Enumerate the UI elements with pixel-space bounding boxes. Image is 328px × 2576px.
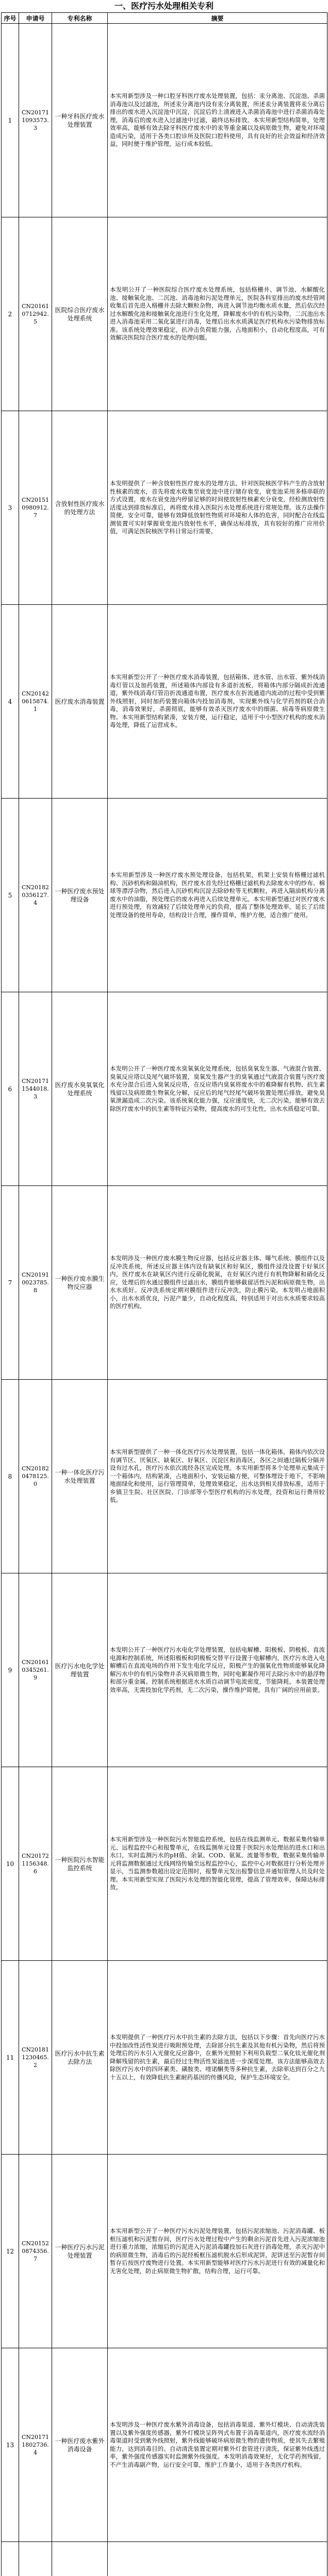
row-name-cell bbox=[52, 2348, 108, 2542]
row-abstract-cell bbox=[108, 799, 327, 992]
page-title: 一、医疗污水处理相关专利 bbox=[114, 1, 214, 11]
row-number-cell bbox=[19, 1767, 52, 1961]
row-name-text: 一种医疗废水预处理设备 bbox=[55, 887, 105, 903]
table-row bbox=[2, 24, 327, 217]
row-abstract-text: 本发明提供了一种含放射性医疗废水的处理方法，针对医院核医学科产生的含放射性核素的废水，首先将废水收集至衰变池中进行储存衰变，衰变池采用多格串联的方式设置，废水在衰变池内停留足够的时间使放射性核素充分衰变，经检测放射性活度达到排放标准后，再将废水排入医院污水处理系统进行常规处理。该方法操作简便，安全可靠，能够有效降低放射性物质对环境和人体的危害，同时配合在线监测装置可实时掌握衰变池内放射性水平，确保达标排放，具有较好的推广应用价值，可满足医院核医学科日常运行需要。 bbox=[110, 480, 325, 535]
table-row bbox=[2, 2542, 327, 2576]
header-name: 专利名称 bbox=[52, 13, 108, 24]
row-number-text: CN201510980912.7 bbox=[21, 497, 50, 519]
row-name-text: 含放射性医疗废水的处理方法 bbox=[55, 500, 105, 516]
row-name-text: 医疗废水消毒装置 bbox=[55, 698, 105, 705]
row-seq-text: 1 bbox=[8, 116, 12, 124]
row-abstract-cell bbox=[108, 1186, 327, 1380]
row-seq-text: 2 bbox=[8, 310, 12, 318]
row-seq-cell bbox=[2, 1961, 19, 2155]
row-number-cell bbox=[19, 2348, 52, 2542]
row-abstract-cell bbox=[108, 2542, 327, 2576]
row-seq-cell bbox=[2, 1573, 19, 1767]
row-abstract-cell bbox=[108, 992, 327, 1186]
table-row bbox=[2, 1380, 327, 1573]
row-abstract-cell bbox=[108, 2155, 327, 2348]
row-number-cell bbox=[19, 217, 52, 411]
row-name-text: 一种医疗废水紫外消毒设备 bbox=[55, 2437, 105, 2453]
table-row bbox=[2, 2155, 327, 2348]
row-name-cell bbox=[52, 992, 108, 1186]
row-abstract-text: 本发明公开了一种医疗废水臭氧氧化处理系统，包括臭氧发生器、气液混合装置、臭氧反应塔以及尾气破坏装置，臭氧发生器产生的臭氧通过气液混合装置与医疗废水充分混合后进入臭氧反应塔，在反应塔内臭氧将废水中的难降解有机物、抗生素残留以及病原微生物氧化分解，反应后的尾气经尾气破坏装置处理后排放，避免臭氧泄漏造成二次污染。该系统氧化能力强，反应速度快，无二次污染，能够有效去除医疗废水中的抗生素等特征污染物，提高废水的可生化性，出水水质稳定可靠。 bbox=[110, 1065, 325, 1112]
row-name-cell bbox=[52, 217, 108, 411]
row-name-cell bbox=[52, 2155, 108, 2348]
row-name-cell bbox=[52, 1186, 108, 1380]
row-name-text: 一种一体化医疗污水处理装置 bbox=[55, 1468, 105, 1484]
row-seq-cell bbox=[2, 1380, 19, 1573]
row-name-cell bbox=[52, 799, 108, 992]
row-number-cell bbox=[19, 1186, 52, 1380]
row-seq-cell bbox=[2, 992, 19, 1186]
row-seq-text: 9 bbox=[8, 1666, 12, 1674]
row-name-cell bbox=[52, 411, 108, 605]
row-abstract-text: 本发明提供了一种医疗污水中抗生素的去除方法，包括以下步骤：首先向医疗污水中投加改性活性炭进行吸附预处理，去除部分抗生素及其他有机污染物，然后将预处理后的污水引入光催化反应器中，在紫外光照射下利用负载型二氧化钛光催化剂降解残留的抗生素，最后经过生物活性炭滤池进一步深度处理。该方法能够高效去除医疗污水中的四环素类、磺胺类、喹诺酮类等多种抗生素，去除率达到百分之九十五以上，有效降低抗生素耐药基因的传播风险，保护生态环境安全。 bbox=[110, 2033, 325, 2081]
row-abstract-text: 本实用新型公开了一种医疗污水污泥处理装置，包括污泥浓缩池、污泥消毒罐、板框压滤机和污泥暂存间，医疗污水处理过程中产生的剩余污泥首先进入污泥浓缩池进行重力浓缩，浓缩后的污泥进入污泥消毒罐投加石灰进行消毒处理，杀灭污泥中的病原微生物，消毒后的污泥经板框压滤机脱水后形成泥饼，泥饼送至污泥暂存间暂存后按医疗废物进行处置。本实用新型能够对医疗污水污泥进行有效的减量化和无害化处理，防止病原微生物扩散，结构合理，运行可靠。 bbox=[110, 2227, 325, 2275]
row-number-text: CN201610712942.5 bbox=[21, 303, 50, 325]
row-name-text: 一种医疗废水膜生物反应器 bbox=[55, 1275, 105, 1291]
header-number: 申请号 bbox=[19, 13, 52, 24]
row-abstract-text: 本发明涉及一种医疗废水紫外消毒设备，包括消毒渠道、紫外灯模块、自动清洗装置以及紫外强度传感器，紫外灯模块呈阵列式布置于消毒渠道内，医疗废水流经消毒渠道时受到紫外线照射，紫外线能够破坏病原微生物的遗传物质，使其失去繁殖能力，达到消毒目的。自动清洗装置定期对紫外灯套管进行清洗，保证紫外线透过率，紫外强度传感器实时监测紫外线强度。本发明消毒效果好，无化学药剂残留，不产生消毒副产物，运行安全可靠，维护工作量小，适用于各类医疗机构。 bbox=[110, 2421, 325, 2468]
row-name-text: 医疗污水中抗生素去除方法 bbox=[55, 2049, 105, 2065]
table-header-row bbox=[2, 13, 327, 24]
row-name-cell bbox=[52, 1961, 108, 2155]
row-number-text: CN201820356127.4 bbox=[21, 884, 50, 906]
row-seq-cell bbox=[2, 1767, 19, 1961]
row-name-text: 医疗废水臭氧氧化处理系统 bbox=[55, 1081, 105, 1097]
table-row bbox=[2, 1573, 327, 1767]
row-number-cell bbox=[19, 799, 52, 992]
row-seq-cell bbox=[2, 799, 19, 992]
table-row bbox=[2, 799, 327, 992]
row-number-cell bbox=[19, 1573, 52, 1767]
row-number-text: CN201811230465.2 bbox=[21, 2046, 50, 2069]
row-abstract-text: 本实用新型涉及一种口腔牙科医疗废水处理装置，包括：汞分离池、沉淀池、杀菌消毒池以及过滤池，所述汞分离池内设有汞分离装置，所述汞分离装置将汞分离后排出的废水进入沉淀池中沉淀，沉淀后的上清液进入杀菌消毒池中进行杀菌消毒处理，消毒后的废水进入过滤池中过滤，最终达标排放。本实用新型结构简单，处理效率高，能够有效去除牙科医疗废水中的汞等重金属以及病原微生物，避免对环境造成污染，适用于各类口腔诊所及医院口腔科使用，具有良好的社会效益和经济效益，同时便于维护管理，运行成本较低。 bbox=[110, 92, 325, 148]
row-abstract-cell bbox=[108, 411, 327, 605]
row-number-text: CN201711802736.4 bbox=[21, 2434, 50, 2456]
row-number-text: CN201721156348.6 bbox=[21, 1853, 50, 1875]
row-name-cell bbox=[52, 605, 108, 799]
row-seq-cell bbox=[2, 217, 19, 411]
row-number-text: CN201420615874.1 bbox=[21, 690, 50, 713]
header-abstract: 摘要 bbox=[108, 13, 327, 24]
row-name-text: 一种医院污水智能监控系统 bbox=[55, 1856, 105, 1872]
row-number-cell bbox=[19, 24, 52, 217]
table-row bbox=[2, 2348, 327, 2542]
row-name-text: 医疗污水电化学处理装置 bbox=[55, 1662, 105, 1678]
table-row bbox=[2, 992, 327, 1186]
row-seq-text: 7 bbox=[8, 1279, 12, 1286]
row-number-text: CN201520874356.7 bbox=[21, 2240, 50, 2262]
row-seq-text: 5 bbox=[8, 891, 12, 899]
row-seq-cell bbox=[2, 2348, 19, 2542]
row-abstract-cell bbox=[108, 2348, 327, 2542]
row-abstract-cell bbox=[108, 1380, 327, 1573]
row-seq-text: 12 bbox=[6, 2247, 14, 2255]
row-seq-cell bbox=[2, 2542, 19, 2576]
row-seq-text: 13 bbox=[6, 2441, 14, 2449]
row-seq-cell bbox=[2, 2155, 19, 2348]
row-abstract-text: 本实用新型提供了一种一体化医疗污水处理装置，包括一体化箱体，箱体内依次设有调节区、厌氧区、缺氧区、好氧区、沉淀区和消毒区，各区之间通过隔板分隔并设有过水孔，医疗污水依次流经各区完成处理。本实用新型将多个处理单元集成于一个箱体内，结构紧凑，占地面积小，安装运输方便，可整体埋设于地下，不影响地面绿化和使用，运行管理简单，处理效果稳定，出水达到相关排放标准，适用于乡镇卫生院、社区医院、门诊部等小型医疗机构的污水处理，投资和运行费用较低。 bbox=[110, 1448, 325, 1504]
header-seq: 序号 bbox=[2, 13, 19, 24]
row-name-text: 一种医疗污水污泥处理装置 bbox=[55, 2243, 105, 2259]
row-seq-text: 3 bbox=[8, 504, 12, 512]
row-abstract-cell bbox=[108, 605, 327, 799]
row-name-cell bbox=[52, 1767, 108, 1961]
row-number-text: CN201711093573.3 bbox=[21, 109, 50, 131]
row-seq-text: 6 bbox=[8, 1085, 12, 1093]
row-abstract-cell bbox=[108, 24, 327, 217]
table-row bbox=[2, 1767, 327, 1961]
row-seq-cell bbox=[2, 605, 19, 799]
row-abstract-text: 本发明公开了一种医院综合医疗废水处理系统，包括格栅井、调节池、水解酸化池、接触氧化池、二沉池、消毒池和污泥处理单元，医院各科室排出的废水经管网收集后首先进入格栅井去除大颗粒杂物，再进入调节池均衡水质水量，然后依次经过水解酸化池和接触氧化池进行生化处理，降解废水中的有机污染物，二沉池出水进入消毒池采用二氧化氯进行消毒，处理后出水水质满足医疗机构水污染物排放标准。该系统处理效果稳定，抗冲击负荷能力强，占地面积小，自动化程度高，可有效解决医院综合医疗废水的处理问题。 bbox=[110, 286, 325, 342]
row-name-text: 一种牙科医疗废水处理装置 bbox=[55, 112, 105, 128]
row-abstract-cell bbox=[108, 1961, 327, 2155]
row-abstract-cell bbox=[108, 217, 327, 411]
row-abstract-cell bbox=[108, 1573, 327, 1767]
row-name-text: 医院综合医疗废水处理系统 bbox=[55, 306, 105, 322]
row-name-cell bbox=[52, 1573, 108, 1767]
row-number-cell bbox=[19, 1961, 52, 2155]
row-seq-text: 8 bbox=[8, 1472, 12, 1480]
row-seq-cell bbox=[2, 1186, 19, 1380]
row-number-cell bbox=[19, 1380, 52, 1573]
row-abstract-text: 本实用新型涉及一种医院污水智能监控系统，包括在线监测单元、数据采集传输单元、远程监控中心和报警单元，在线监测单元设置于医院污水处理站的进水口和出水口，实时监测污水的pH值、余氯、COD、氨氮、流量等参数，数据采集传输单元将监测数据通过无线网络传输至远程监控中心，监控中心对数据进行分析处理并显示，当监测参数超出设定范围时，报警单元发出报警信息并通知管理人员及时处理。本实用新型实现了医院污水处理的智能化管理，提高了管理效率，保障达标排放。 bbox=[110, 1836, 325, 1891]
row-number-text: CN201711544018.3 bbox=[21, 1078, 50, 1100]
row-seq-text: 4 bbox=[8, 698, 12, 705]
row-name-cell bbox=[52, 2542, 108, 2576]
row-seq-cell bbox=[2, 411, 19, 605]
row-abstract-text: 本实用新型公开了一种医疗废水消毒装置，包括箱体、进水管、出水管、紫外线消毒灯管以及加药装置，所述箱体内部设有多道折流板，将箱体内部分隔成折流通道，紫外线消毒灯管沿折流通道布置，医疗废水在折流通道内流动的过程中受到紫外线照射，同时加药装置向箱体内投加消毒剂，实现紫外线与化学药剂的联合消毒，消毒效果好，杀菌彻底，能够有效杀灭医疗废水中的细菌、病毒等病原微生物。本实用新型结构紧凑，安装方便，运行稳定，适用于中小型医疗机构的废水消毒处理，降低了运营成本。 bbox=[110, 673, 325, 729]
row-number-cell bbox=[19, 2155, 52, 2348]
row-number-cell bbox=[19, 2542, 52, 2576]
table-row bbox=[2, 411, 327, 605]
row-seq-cell bbox=[2, 24, 19, 217]
row-abstract-cell bbox=[108, 1767, 327, 1961]
row-number-text: CN201910023785.8 bbox=[21, 1272, 50, 1294]
row-abstract-text: 本发明公开了一种医疗污水电化学处理装置，包括电解槽、阳极板、阴极板、直流电源和控制系统，所述阳极板和阴极板交替平行设置于电解槽内，医疗污水进入电解槽后在直流电场的作用下发生电化学反应，阳极产生的强氧化性物质能够氧化降解污水中的有机污染物并杀灭病原微生物，同时电絮凝作用可去除污水中的悬浮物和部分重金属。控制系统根据进水水质自动调节电流密度，节能降耗。本装置处理效率高，无需投加化学药剂，无二次污染，操作维护简便，具有广阔的应用前景。 bbox=[110, 1646, 325, 1693]
table-row bbox=[2, 217, 327, 411]
table-row bbox=[2, 605, 327, 799]
row-name-cell bbox=[52, 24, 108, 217]
row-number-text: CN201610345261.9 bbox=[21, 1659, 50, 1681]
row-number-cell bbox=[19, 992, 52, 1186]
row-abstract-text: 本发明涉及一种医疗废水膜生物反应器，包括反应器主体、曝气系统、膜组件以及反冲洗系统，所述反应器主体内设有缺氧区和好氧区，膜组件浸没设置于好氧区内，医疗废水在缺氧区内进行反硝化脱氮，在好氧区内进行有机物降解和硝化反应，处理后的水通过膜组件过滤出水，膜组件能够截留活性污泥和病原微生物，出水水质好。反冲洗系统定期对膜组件进行反冲洗，防止膜污染。本发明占地面积小，出水水质优良，污泥产量少，自动化程度高，特别适用于对出水水质要求较高的医疗机构。 bbox=[110, 1255, 325, 1310]
row-name-cell bbox=[52, 1380, 108, 1573]
table-row bbox=[2, 1961, 327, 2155]
row-number-cell bbox=[19, 411, 52, 605]
row-seq-text: 10 bbox=[6, 1860, 14, 1868]
table-row bbox=[2, 1186, 327, 1380]
row-number-text: CN201820478125.0 bbox=[21, 1465, 50, 1487]
row-number-cell bbox=[19, 605, 52, 799]
row-seq-text: 11 bbox=[6, 2054, 14, 2061]
patent-table bbox=[1, 12, 327, 2576]
row-abstract-text: 本实用新型涉及一种医疗废水预处理设备，包括机架，机架上安装有格栅过滤机构、沉砂机构和隔油机构，医疗废水首先经过格栅过滤机构去除废水中的纱布、棉球等漂浮杂物，然后进入沉砂机构沉淀去除砂粒等无机颗粒，再进入隔油机构分离废水中的油脂，预处理后的废水再进入后续处理单元。本实用新型通过对医疗废水进行预处理，有效减轻了后续处理单元的负荷，提高了整体处理效率，延长了后续处理设备的使用寿命，结构设计合理，操作简单，维护方便，适合推广使用。 bbox=[110, 871, 325, 919]
